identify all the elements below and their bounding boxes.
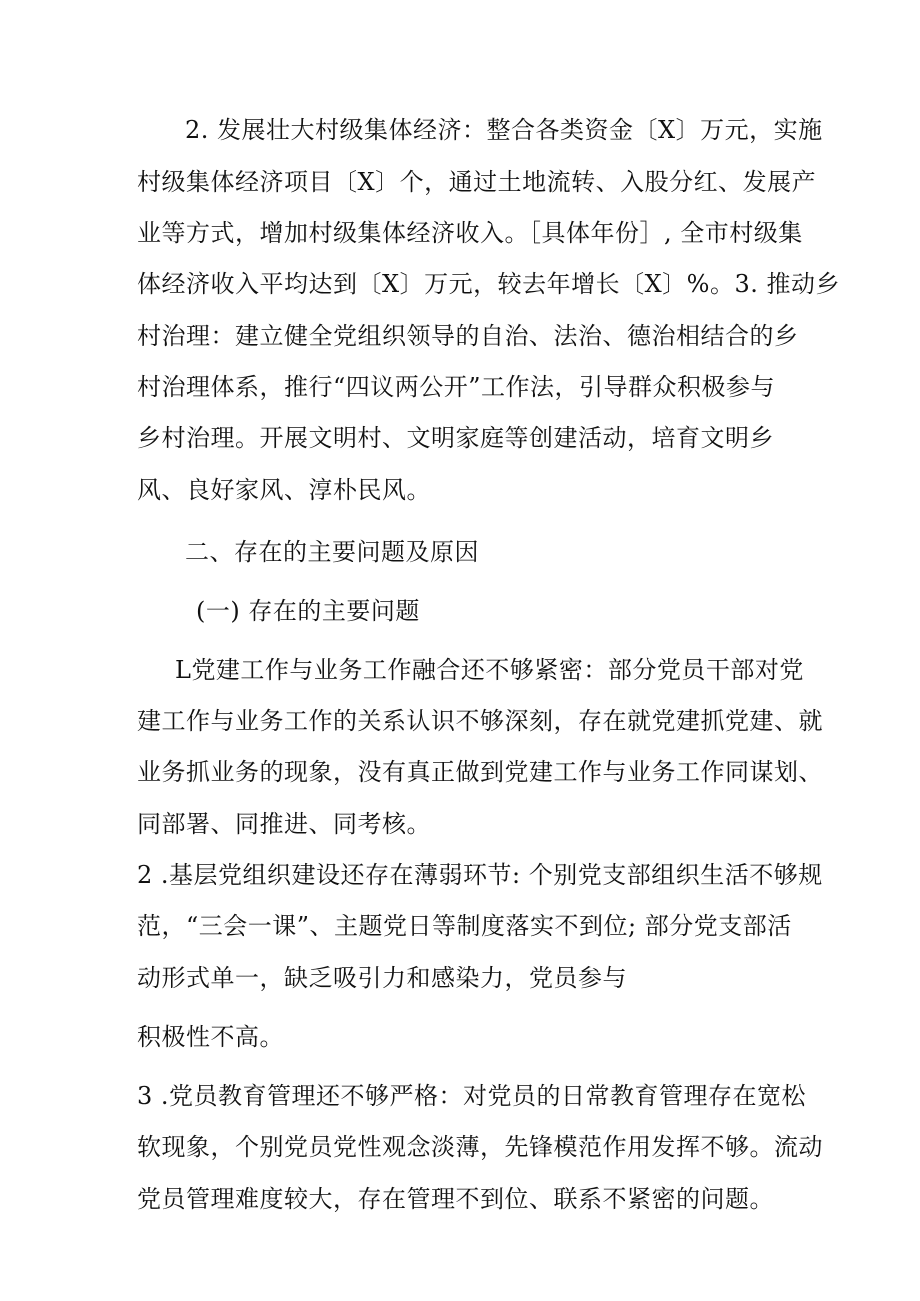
text-line: 3 .党员教育管理还不够严格：对党员的日常教育管理存在宽松 (137, 1082, 807, 1110)
text-line: 业等方式，增加村级集体经济收入。［具体年份］, 全市村级集 (137, 219, 803, 247)
text-line: 积极性不高。 (137, 1023, 284, 1051)
text-line: 村治理体系，推行“四议两公开”工作法，引导群众积极参与 (137, 373, 776, 401)
text-line: 同部署、同推进、同考核。 (137, 810, 431, 838)
text-line: 建工作与业务工作的关系认识不够深刻，存在就党建抓党建、就 (137, 707, 823, 735)
subsection-heading: (一) 存在的主要问题 (196, 597, 420, 625)
text-line: 村治理：建立健全党组织领导的自治、法治、德治相结合的乡 (137, 322, 799, 350)
text-line: 2 .基层党组织建设还存在薄弱环节: 个别党支部组织生活不够规 (137, 861, 823, 889)
text-line: 乡村治理。开展文明村、文明家庭等创建活动，培育文明乡 (137, 424, 774, 452)
text-line: L党建工作与业务工作融合还不够紧密：部分党员干部对党 (175, 656, 804, 684)
text-line: 村级集体经济项目〔X〕个，通过土地流转、入股分红、发展产 (137, 168, 817, 196)
text-line: 风、良好家风、淳朴民风。 (137, 476, 431, 504)
text-line: 2. 发展壮大村级集体经济：整合各类资金〔X〕万元，实施 (185, 116, 823, 144)
text-line: 范，“三会一课”、主题党日等制度落实不到位; 部分党支部活 (137, 912, 792, 940)
text-line: 党员管理难度较大，存在管理不到位、联系不紧密的问题。 (137, 1185, 774, 1213)
text-line: 业务抓业务的现象，没有真正做到党建工作与业务工作同谋划、 (137, 758, 823, 786)
text-line: 动形式单一，缺乏吸引力和感染力，党员参与 (137, 964, 627, 992)
text-line: 体经济收入平均达到〔X〕万元，较去年增长〔X〕%。3. 推动乡 (137, 270, 841, 298)
section-heading: 二、存在的主要问题及原因 (185, 538, 479, 566)
text-line: 软现象，个别党员党性观念淡薄，先锋模范作用发挥不够。流动 (137, 1133, 823, 1161)
